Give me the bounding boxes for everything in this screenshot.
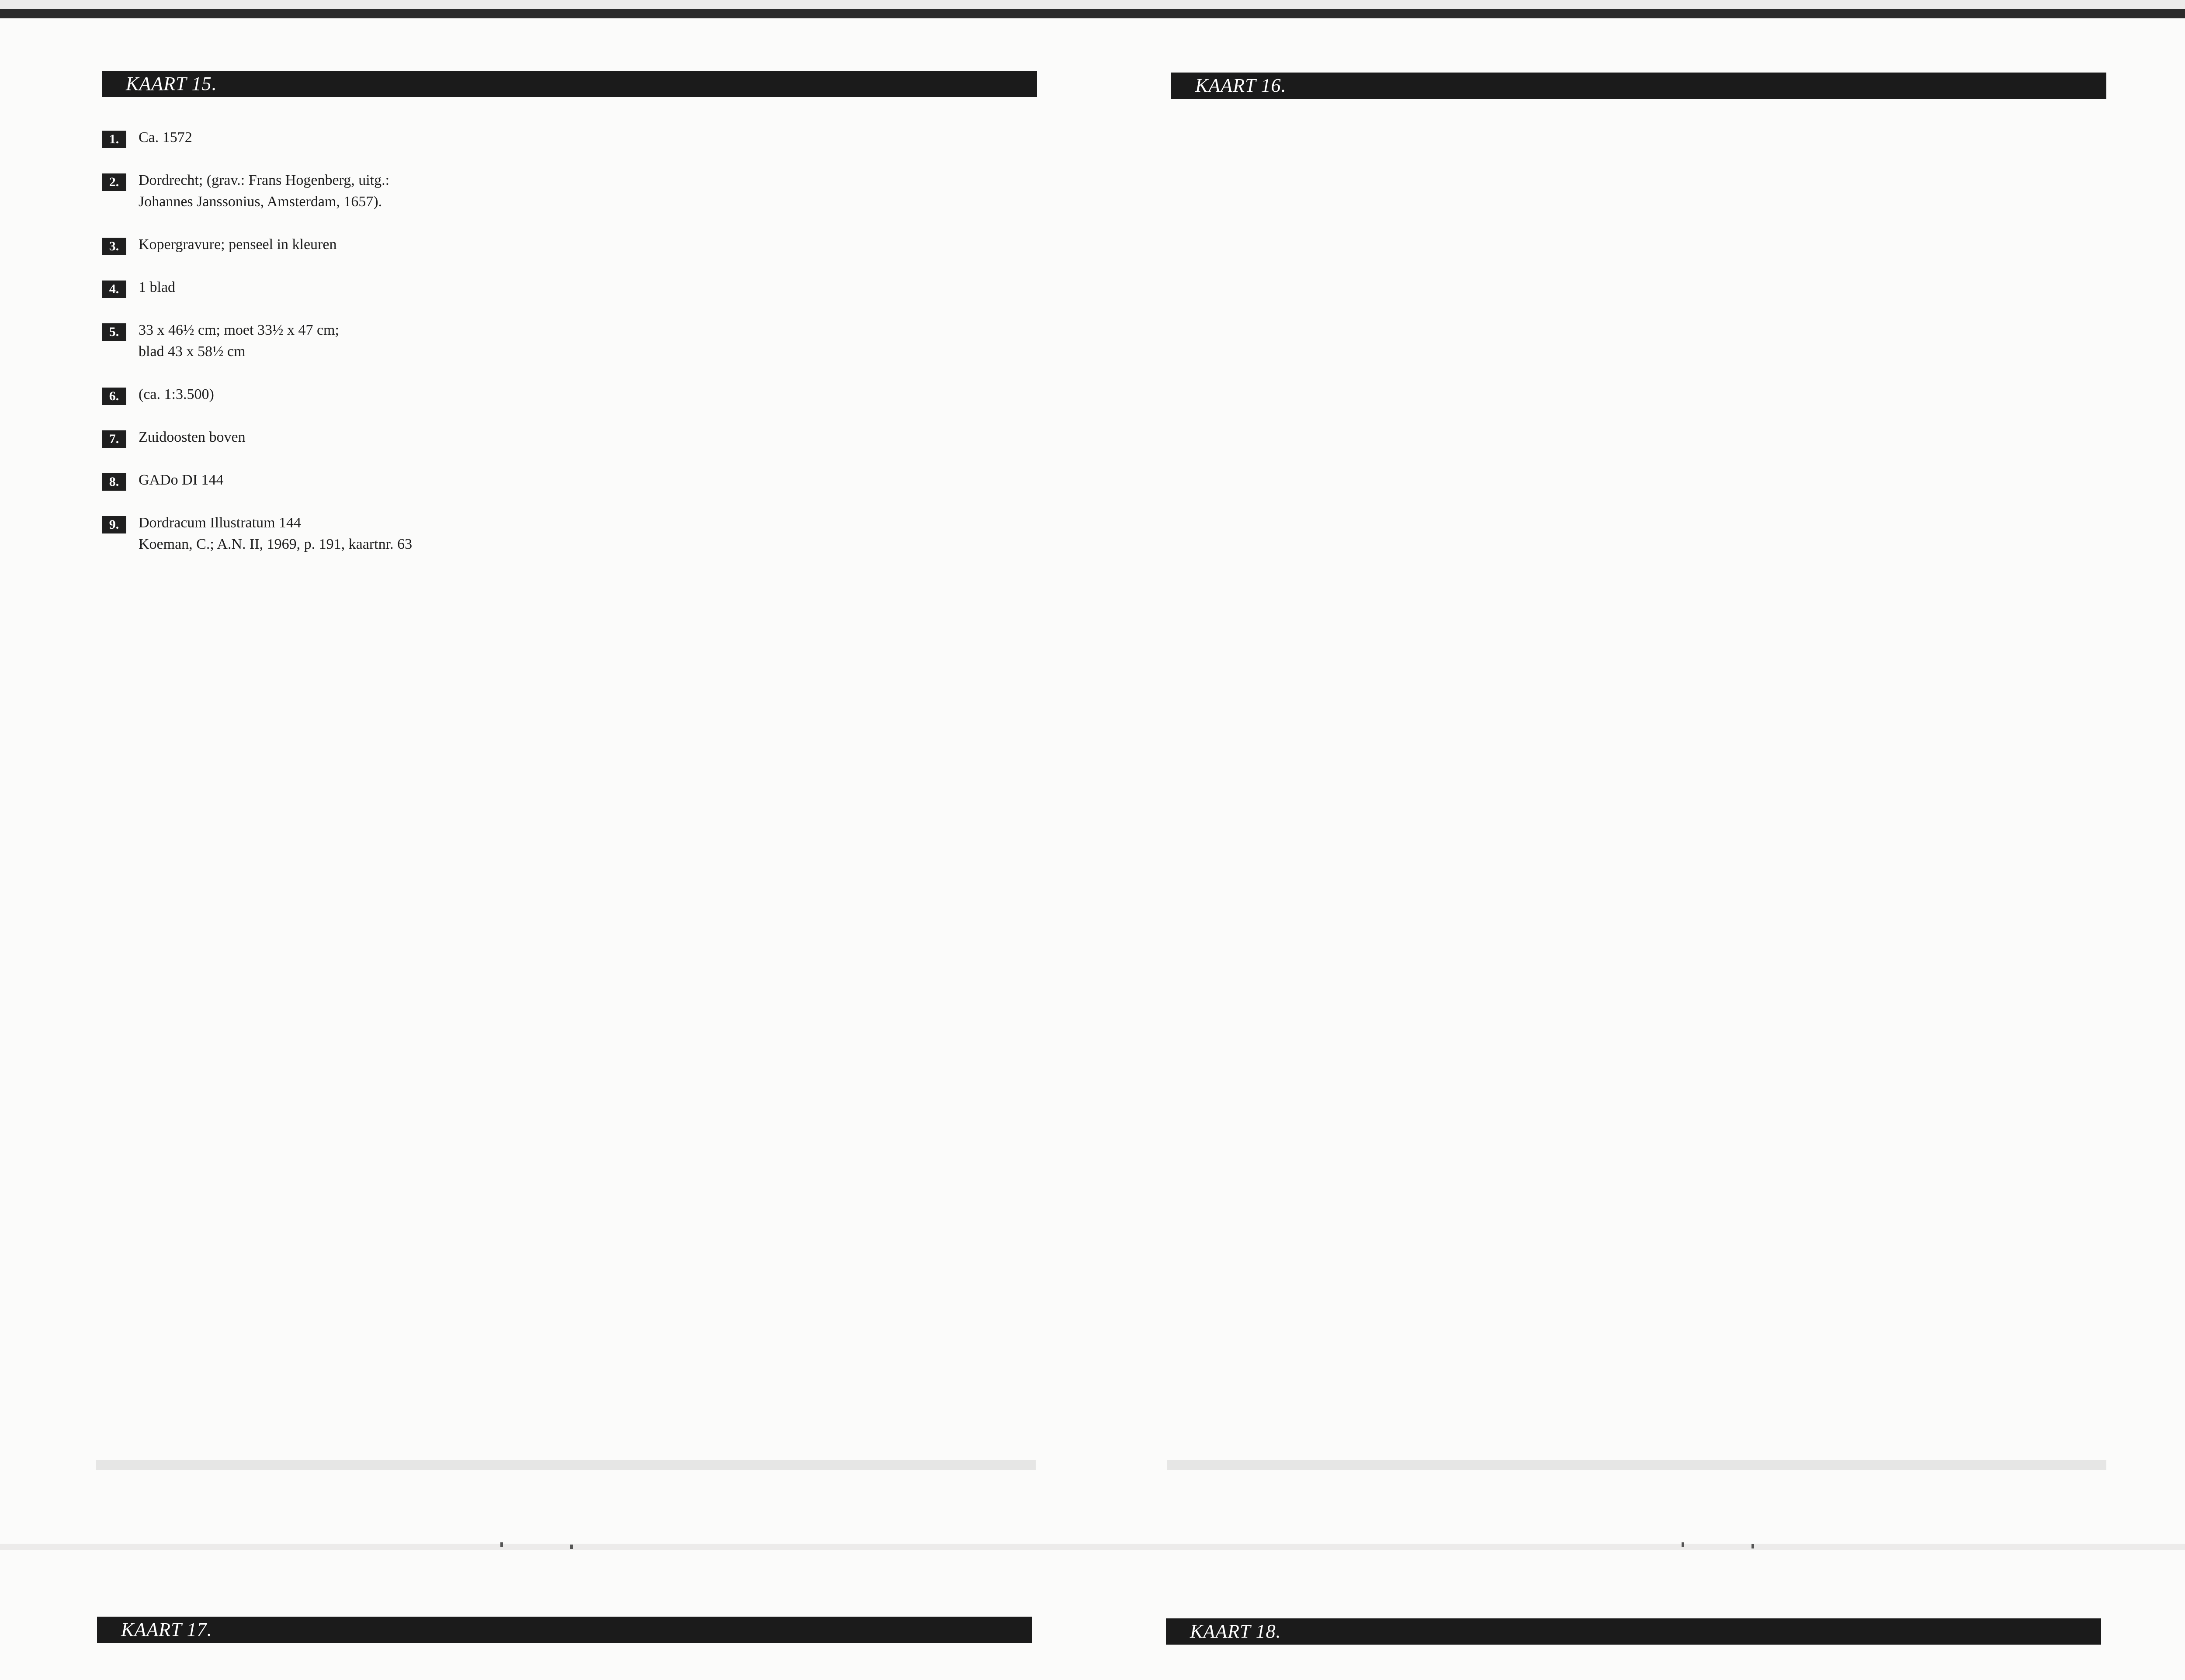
- entry-number-badge: 8.: [102, 473, 126, 491]
- entry-number-badge: 4.: [102, 281, 126, 298]
- entry-text: Ca. 1572: [139, 129, 192, 145]
- kaart16-header: [1171, 73, 2106, 99]
- numbered-entry: [102, 127, 478, 148]
- crop-mark: [570, 1545, 573, 1549]
- numbered-entry: [102, 170, 478, 212]
- kaart18-header: [1166, 1618, 2101, 1645]
- entry-text: Koeman, C.; A.N. II, 1969, p. 191, kaartnr. 63: [139, 536, 413, 552]
- faint-bleed-band-right: [1167, 1460, 2106, 1470]
- crop-mark: [500, 1542, 503, 1547]
- entry-number-badge: 2.: [102, 173, 126, 191]
- entry-number-badge: 3.: [102, 238, 126, 255]
- kaart16-title: KAART 16.: [1195, 75, 1287, 96]
- entry-text: Kopergravure; penseel in kleuren: [139, 236, 337, 253]
- entry-text: 33 x 46½ cm; moet 33½ x 47 cm;: [139, 322, 339, 338]
- kaart18-title: KAART 18.: [1190, 1621, 1281, 1642]
- entry-text: Zuidoosten boven: [139, 429, 246, 445]
- numbered-entry: [102, 426, 478, 448]
- entry-text: 1 blad: [139, 279, 176, 295]
- kaart15-title: KAART 15.: [126, 73, 217, 94]
- numbered-entry: [102, 319, 478, 362]
- entry-text: Dordrecht; (grav.: Frans Hogenberg, uitg.:: [139, 172, 390, 188]
- entry-number-badge: 7.: [102, 430, 126, 448]
- entry-number-badge: 1.: [102, 131, 126, 148]
- kaart15-header: [102, 71, 1037, 97]
- crop-mark: [1751, 1544, 1754, 1548]
- top-edge: [0, 9, 2185, 18]
- faint-bleed-band-left: [96, 1460, 1036, 1470]
- entry-text: Dordracum Illustratum 144: [139, 515, 302, 531]
- entry-number-badge: 9.: [102, 516, 126, 533]
- kaart17-header: [97, 1617, 1032, 1643]
- page-sheet: [0, 9, 2185, 1544]
- numbered-entry: [102, 512, 478, 555]
- entry-text: blad 43 x 58½ cm: [139, 343, 246, 360]
- numbered-entry: [102, 277, 478, 298]
- numbered-entry: [102, 234, 478, 255]
- numbered-entry: [102, 469, 478, 491]
- entry-number-badge: 5.: [102, 323, 126, 341]
- kaart15-left-column: [102, 127, 478, 576]
- crop-mark: [1682, 1542, 1684, 1547]
- numbered-entry: [102, 384, 478, 405]
- entry-number-badge: 6.: [102, 388, 126, 405]
- entry-text: Johannes Janssonius, Amsterdam, 1657).: [139, 194, 382, 210]
- entry-text: GADo DI 144: [139, 472, 224, 488]
- entry-text: (ca. 1:3.500): [139, 386, 214, 402]
- kaart17-title: KAART 17.: [121, 1619, 212, 1640]
- next-page-sheet: [0, 1550, 2185, 1680]
